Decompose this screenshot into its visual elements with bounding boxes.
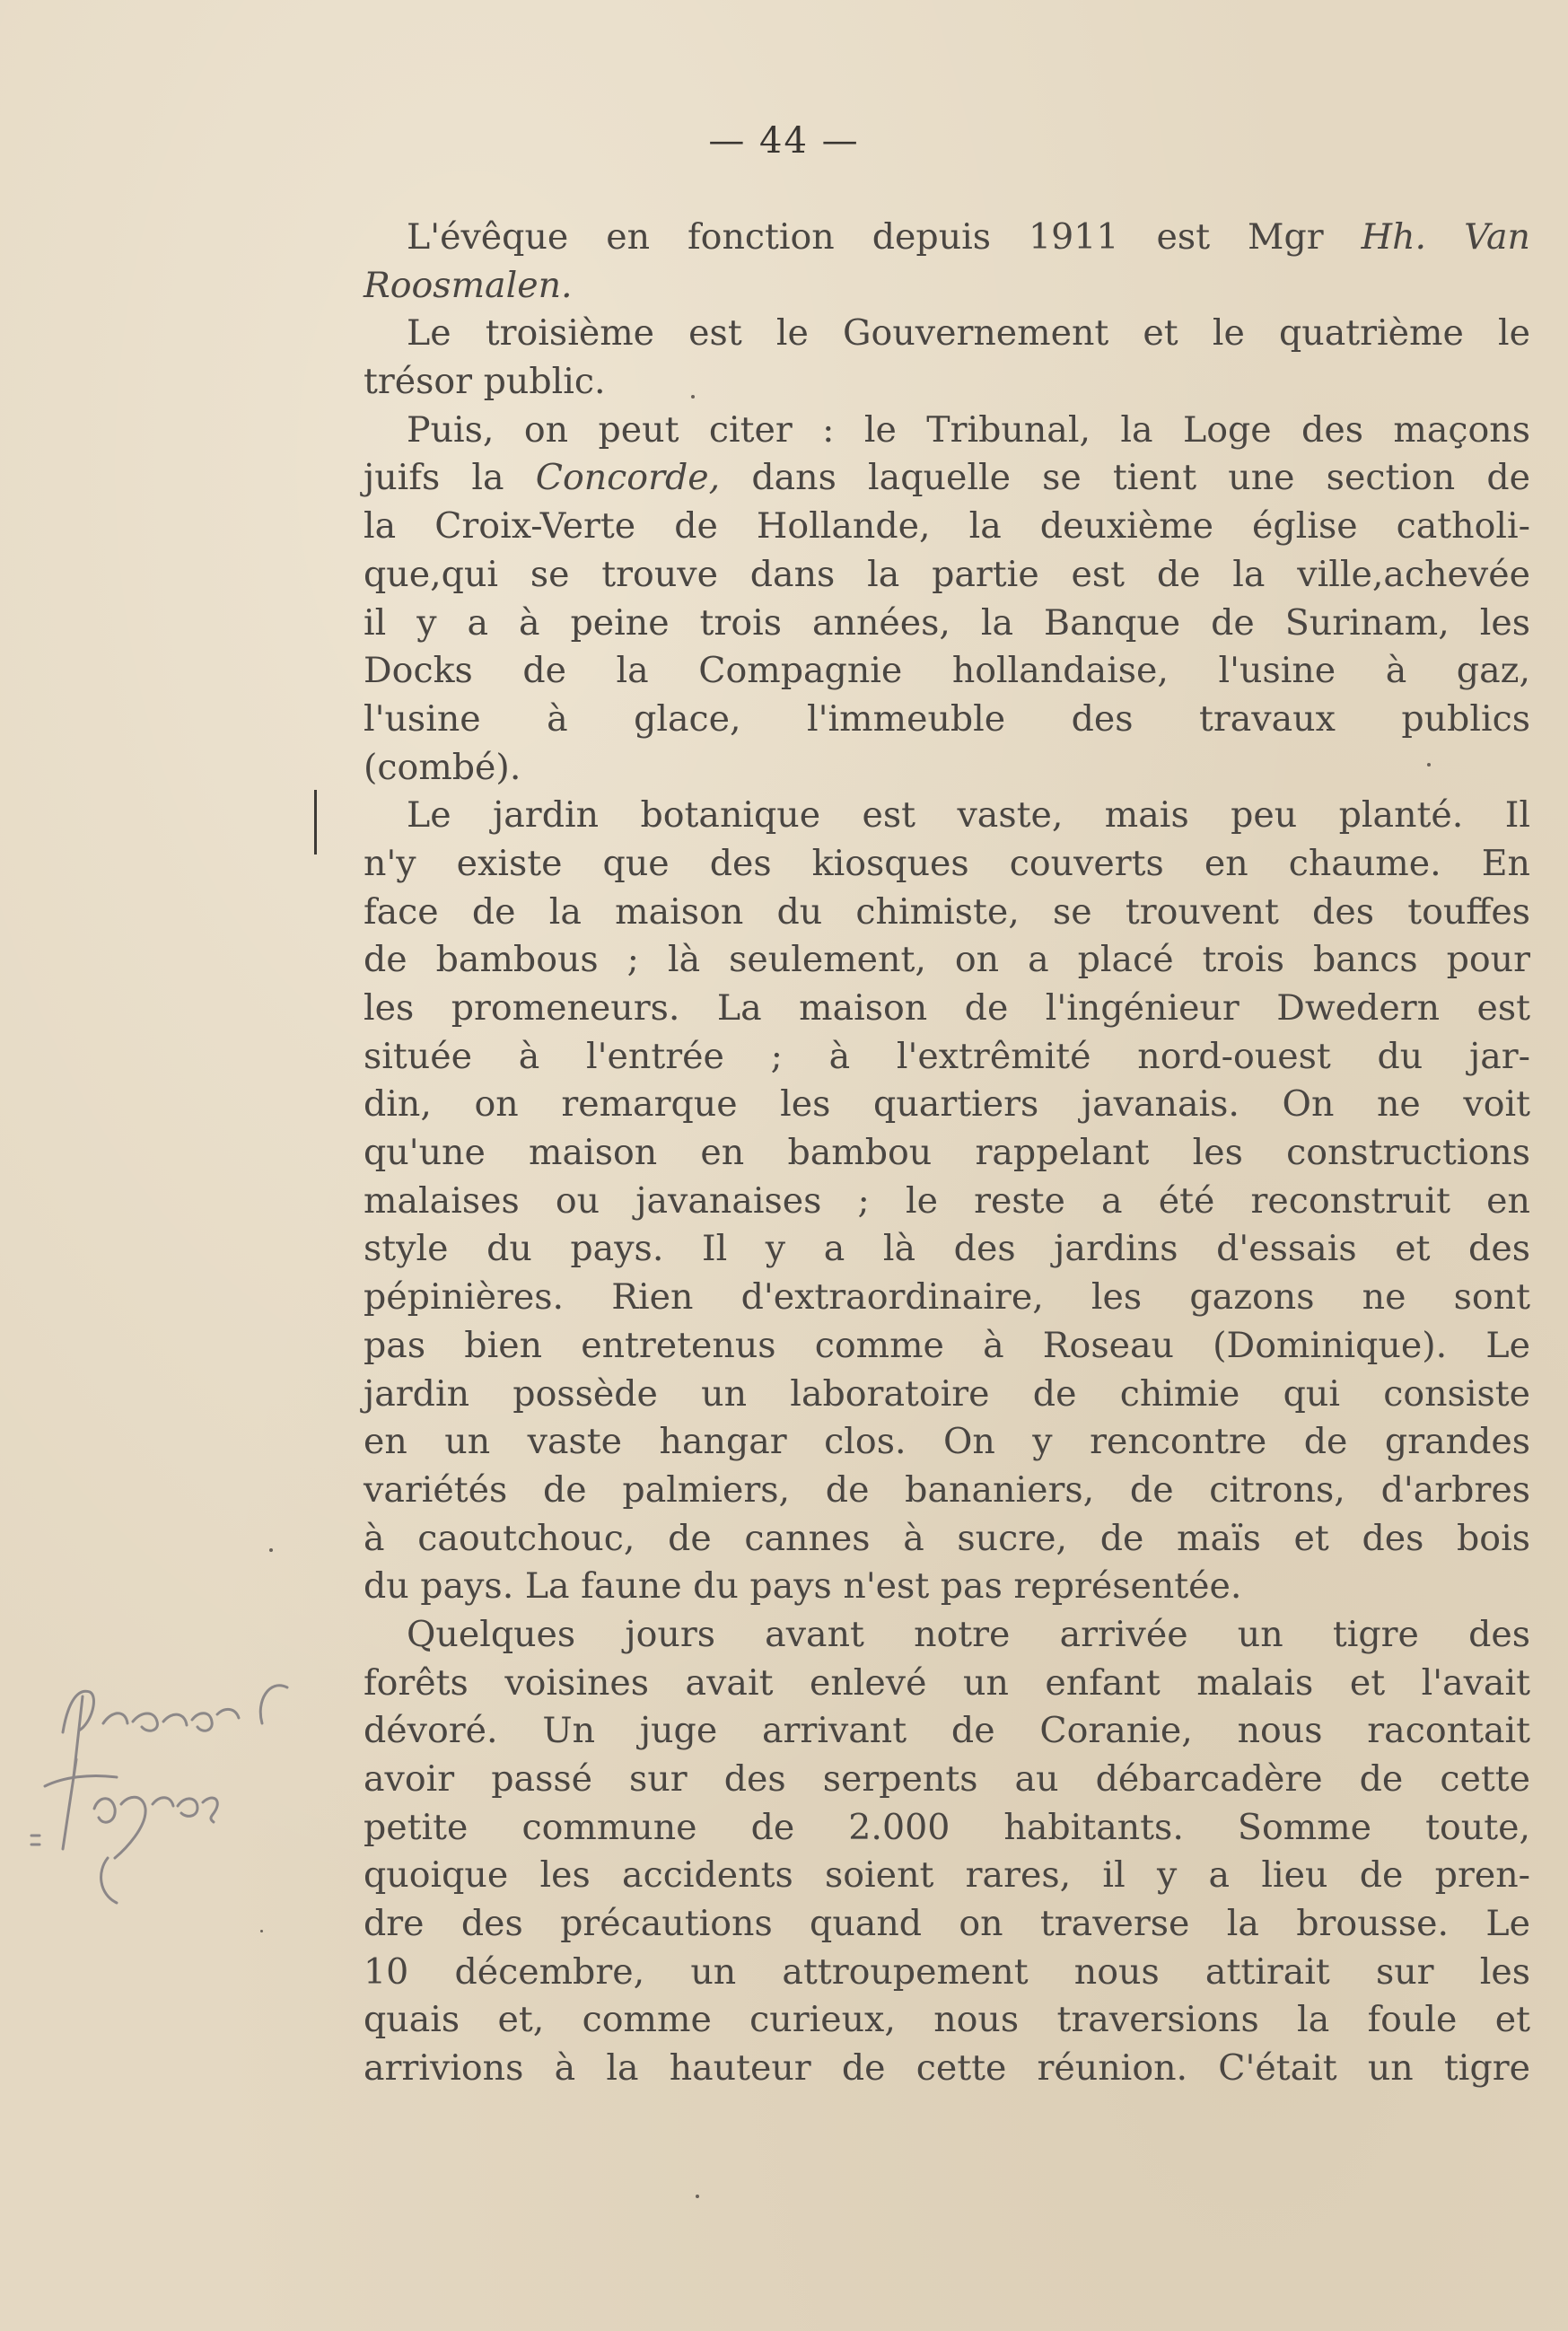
speck: [691, 395, 695, 399]
text-segment: style du pays. Il y a là des jardins d'essais et des: [364, 1228, 1530, 1270]
text-segment: il y a à peine trois années, la Banque de Surinam, les: [364, 601, 1530, 644]
text-segment: trésor public.: [364, 361, 606, 403]
text-line: [364, 1563, 1530, 1611]
text-line: [364, 551, 1530, 600]
text-line: [364, 889, 1530, 937]
text-segment: qu'une maison en bambou rappelant les constructions: [364, 1132, 1530, 1174]
speck: [1427, 763, 1431, 767]
text-segment: dre des précautions quand on traverse la brousse. Le: [364, 1903, 1530, 1945]
text-line: [364, 407, 1530, 455]
speck: [260, 1930, 263, 1932]
body-text: [364, 214, 1530, 2093]
text-line: [364, 1804, 1530, 1853]
text-segment: quoique les accidents soient rares, il y a lieu de pren-: [364, 1854, 1530, 1897]
text-line: [364, 1081, 1530, 1129]
text-segment: 10 décembre, un attroupement nous attirait sur les: [364, 1950, 1530, 1993]
text-line: [364, 1418, 1530, 1467]
text-line: [364, 744, 1530, 793]
text-segment: quais et, comme curieux, nous traversions la foule et: [364, 1999, 1530, 2041]
italic-text: Roosmalen.: [364, 264, 573, 306]
text-line: [364, 1322, 1530, 1371]
text-segment: Le troisième est le Gouvernement et le quatrième le: [407, 312, 1530, 355]
text-segment: forêts voisines avait enlevé un enfant malais et l'avait: [364, 1661, 1530, 1704]
text-line: [364, 1033, 1530, 1082]
text-segment: l'usine à glace, l'immeuble des travaux publics: [364, 697, 1530, 740]
text-segment: située à l'entrée ; à l'extrêmité nord-ouest du jar-: [364, 1035, 1530, 1077]
text-segment: n'y existe que des kiosques couverts en chaume. En: [364, 842, 1530, 884]
italic-text: Concorde,: [535, 457, 721, 499]
text-line: [364, 647, 1530, 696]
text-segment: pépinières. Rien d'extraordinaire, les gazons ne sont: [364, 1276, 1530, 1319]
text-line: [364, 1467, 1530, 1515]
text-line: [364, 1900, 1530, 1949]
text-segment: avoir passé sur des serpents au débarcadère de cette: [364, 1758, 1530, 1800]
text-line: [364, 985, 1530, 1033]
text-line: [364, 454, 1530, 503]
text-line: [364, 1707, 1530, 1756]
text-line: [364, 1515, 1530, 1564]
text-line: [364, 310, 1530, 358]
text-segment: à caoutchouc, de cannes à sucre, de maïs et des bois: [364, 1517, 1530, 1559]
text-line: [364, 214, 1530, 262]
text-line: [364, 1756, 1530, 1804]
text-line: [364, 1852, 1530, 1900]
text-line: [364, 503, 1530, 551]
text-segment: malaises ou javanaises ; le reste a été reconstruit en: [364, 1179, 1530, 1222]
speck: [269, 1548, 273, 1552]
text-line: [364, 840, 1530, 889]
text-segment: les promeneurs. La maison de l'ingénieur Dwedern est: [364, 987, 1530, 1029]
text-segment: arrivions à la hauteur de cette réunion. C'était un tigre: [364, 2047, 1530, 2090]
text-segment: face de la maison du chimiste, se trouvent des touffes: [364, 890, 1530, 933]
text-segment: Quelques jours avant notre arrivée un tigre des: [407, 1613, 1530, 1655]
text-segment: que,qui se trouve dans la partie est de la ville,achevée: [364, 553, 1530, 595]
text-segment: (combé).: [364, 746, 521, 788]
text-line: [364, 1371, 1530, 1419]
page-number: — 44 —: [708, 120, 860, 162]
text-segment: variétés de palmiers, de bananiers, de citrons, d'arbres: [364, 1468, 1530, 1511]
handwritten-annotation-icon: [27, 1652, 314, 1921]
text-segment: dans laquelle se tient une section de: [720, 457, 1530, 499]
text-line: [364, 792, 1530, 840]
text-line: [364, 600, 1530, 648]
text-line: [364, 1660, 1530, 1708]
text-line: [364, 1949, 1530, 1997]
margin-mark: [314, 790, 317, 854]
text-segment: Docks de la Compagnie hollandaise, l'usine à gaz,: [364, 650, 1530, 692]
text-line: [364, 358, 1530, 407]
text-line: [364, 1996, 1530, 2045]
text-segment: juifs la: [364, 457, 536, 499]
text-segment: Le jardin botanique est vaste, mais peu planté. Il: [407, 794, 1530, 837]
text-line: [364, 262, 1530, 311]
text-line: [364, 1611, 1530, 1660]
text-segment: dévoré. Un juge arrivant de Coranie, nous racontait: [364, 1710, 1530, 1752]
text-segment: Puis, on peut citer : le Tribunal, la Loge des maçons: [407, 408, 1530, 451]
text-line: [364, 1178, 1530, 1226]
text-segment: la Croix-Verte de Hollande, la deuxième église catholi-: [364, 505, 1530, 548]
text-line: [364, 1129, 1530, 1178]
text-line: [364, 696, 1530, 744]
text-segment: din, on remarque les quartiers javanais. On ne voit: [364, 1083, 1530, 1126]
text-segment: jardin possède un laboratoire de chimie qui consiste: [364, 1372, 1530, 1415]
text-line: [364, 936, 1530, 985]
text-segment: petite commune de 2.000 habitants. Somme toute,: [364, 1806, 1530, 1848]
text-line: [364, 1225, 1530, 1274]
text-segment: L'évêque en fonction depuis 1911 est Mgr: [407, 216, 1362, 258]
italic-text: Hh. Van: [1361, 216, 1530, 258]
speck: [696, 2195, 699, 2198]
text-segment: de bambous ; là seulement, on a placé trois bancs pour: [364, 939, 1530, 981]
text-segment: pas bien entretenus comme à Roseau (Dominique). Le: [364, 1324, 1530, 1366]
text-line: [364, 1274, 1530, 1322]
text-line: [364, 2045, 1530, 2093]
text-segment: du pays. La faune du pays n'est pas représentée.: [364, 1565, 1242, 1608]
text-segment: en un vaste hangar clos. On y rencontre de grandes: [364, 1421, 1530, 1463]
